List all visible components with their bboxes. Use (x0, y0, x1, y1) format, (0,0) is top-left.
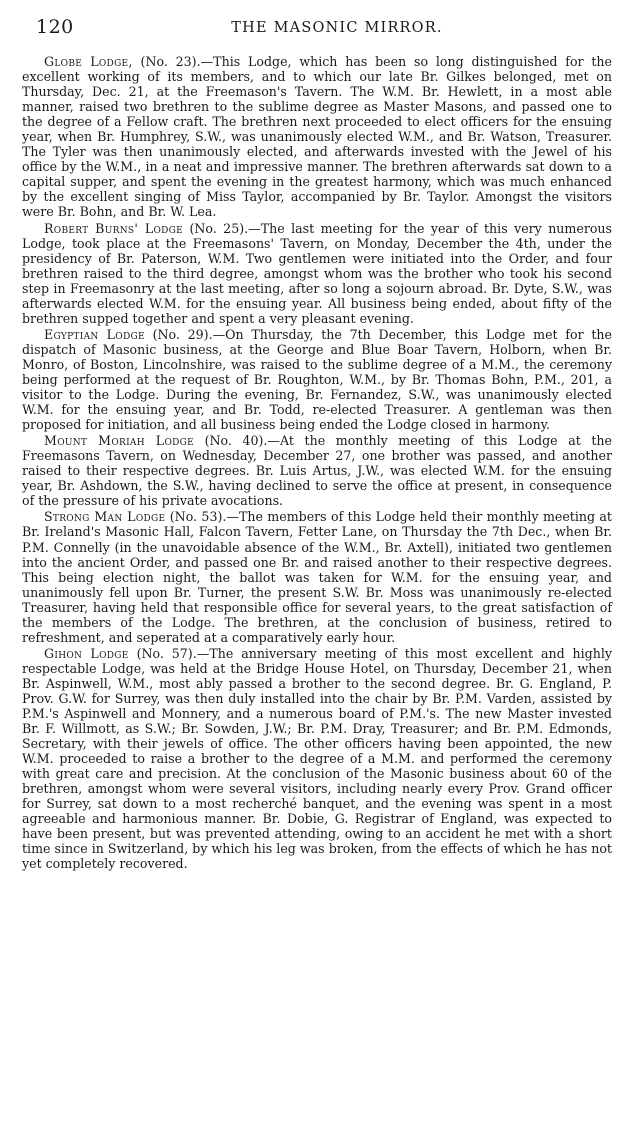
paragraph-text: (No. 23).—This Lodge, which has been so long distinguished for the excellent working of its members, and to which our late Br. Gilkes belonged, met on Thursday, Dec. 21, at the Freemason's Tavern. The W.M. Br. Hewlett, in a most able manner, raised two brethren to the sublime degree as Master Masons, and passed one to the degree of a Fellow craft. The brethren next proceeded to elect officers for the ensuing year, when Br. Humphrey, S.W., was unanimously elected W.M., and Br. Watson, Treasurer. The Tyler was then unanimously elected, and afterwards invested with the Jewel of his office by the W.M., in a neat and impressive manner. The brethren afterwards sat down to a capital supper, and spent the evening in the greatest harmony, which was much enhanced by the excellent singing of Miss Taylor, accompanied by Br. Taylor. Amongst the visitors were Br. Bohn, and Br. W. Lea. (22, 54, 612, 220)
paragraph-text: (No. 57).—The anniversary meeting of this most excellent and highly respectable Lodge, was held at the Bridge House Hotel, on Thursday, December 21, when Br. Aspinwell, W.M., most ably passed a brother to the second degree. Br. G. England, P. Prov. G.W. for Surrey, was then duly installed into the chair by Br. P.M. Varden, assisted by P.M.'s Aspinwell and Monnery, and a numerous board of P.M.'s. The new Master invested Br. F. Willmott, as S.W.; Br. Sowden, J.W.; Br. P.M. Dray, Treasurer; and Br. P.M. Edmonds, Secretary, with their jewels of office. The other officers having been appointed, the new W.M. proceeded to raise a brother to the degree of a M.M. and performed the ceremony with great care and precision. At the conclusion of the Masonic business about 60 of the brethren, amongst whom were several visitors, including nearly every Prov. Grand officer for Surrey, sat down to a most recherché banquet, and the evening was spent in a most agreeable and harmonious manner. Br. Dobie, G. Registrar of England, was expected to have been present, but was prevented attending, owing to an accident he met with a short time since in Switzerland, by which his leg was broken, from the effects of which he has not yet completely recovered. (22, 645, 612, 872)
article-body (22, 54, 612, 872)
paragraph-gihon-lodge (22, 646, 612, 872)
running-title: THE MASONIC MIRROR. (231, 20, 443, 36)
paragraph-text: (No. 40).—At the monthly meeting of this Lodge at the Freemasons Tavern, on Wednesday, December 27, one brother was passed, and another raised to their respective degrees. Br. Luis Artus, J.W., was elected W.M. for the ensuing year, Br. Ashdown, the S.W., having declined to serve the office at present, in consequence of the pressure of his private avocations. (22, 433, 613, 509)
lodge-name: Egyptian Lodge (44, 326, 145, 342)
paragraph-strong-man-lodge (22, 509, 612, 644)
paragraph-text: (No. 25).—The last meeting for the year of this very numerous Lodge, took place at the Freemasons' Tavern, on Monday, December the 4th, under the presidency of Br. Paterson, W.M. Two gentlemen were initiated into the Order, and four brethren raised to the third degree, amongst whom was the brother who took his second step in Freemasonry at the last meeting, after so long a sojourn abroad. Br. Dyte, S.W., was afterwards elected W.M. for the ensuing year. All business being ended, about fifty of the brethren supped together and spent a very pleasant evening. (22, 220, 612, 326)
paragraph-egyptian-lodge (22, 327, 612, 432)
paragraph-text: (No. 29).—On Thursday, the 7th December, this Lodge met for the dispatch of Masonic business, at the George and Blue Boar Tavern, Holborn, when Br. Monro, of Boston, Lincolnshire, was raised to the sublime degree of a M.M., the ceremony being performed at the request of Br. Roughton, W.M., by Br. Thomas Bohn, P.M., 201, a visitor to the Lodge. During the evening, Br. Fernandez, S.W., was unanimously elected W.M. for the ensuing year, and Br. Todd, re-elected Treasurer. A gentleman was then proposed for initiation, and all business being ended the Lodge closed in harmony. (22, 326, 612, 433)
lodge-name: Robert Burns' Lodge (44, 220, 184, 236)
paragraph-globe-lodge (22, 54, 612, 220)
paragraph-robert-burns-lodge (22, 221, 612, 326)
paragraph-text: (No. 53).—The members of this Lodge held their monthly meeting at Br. Ireland's Masonic Hall, Falcon Tavern, Fetter Lane, on Thursday the 7th Dec., when Br. P.M. Connelly (in the unavoidable absence of the W.M., Br. Axtell), initiated two gentlemen into the ancient Order, and passed one Br. and raised another to their respective degrees. This being election night, the ballot was taken for W.M. for the ensuing year, and unanimously fell upon Br. Turner, the present S.W. Br. Moss was unanimously re-elected Treasurer, having held that responsible office for several years, to the great satisfaction of the members of the Lodge. The brethren, at the conclusion of business, retired to refreshment, and seperated at a comparatively early hour. (22, 509, 612, 645)
page-header (22, 10, 612, 44)
lodge-name: Mount Moriah Lodge (44, 433, 194, 449)
lodge-name: Globe Lodge, (44, 54, 133, 69)
paragraph-mount-moriah-lodge (22, 433, 612, 508)
page-number: 120 (36, 16, 74, 38)
lodge-name: Gihon Lodge (44, 645, 129, 661)
lodge-name: Strong Man Lodge (44, 509, 166, 525)
